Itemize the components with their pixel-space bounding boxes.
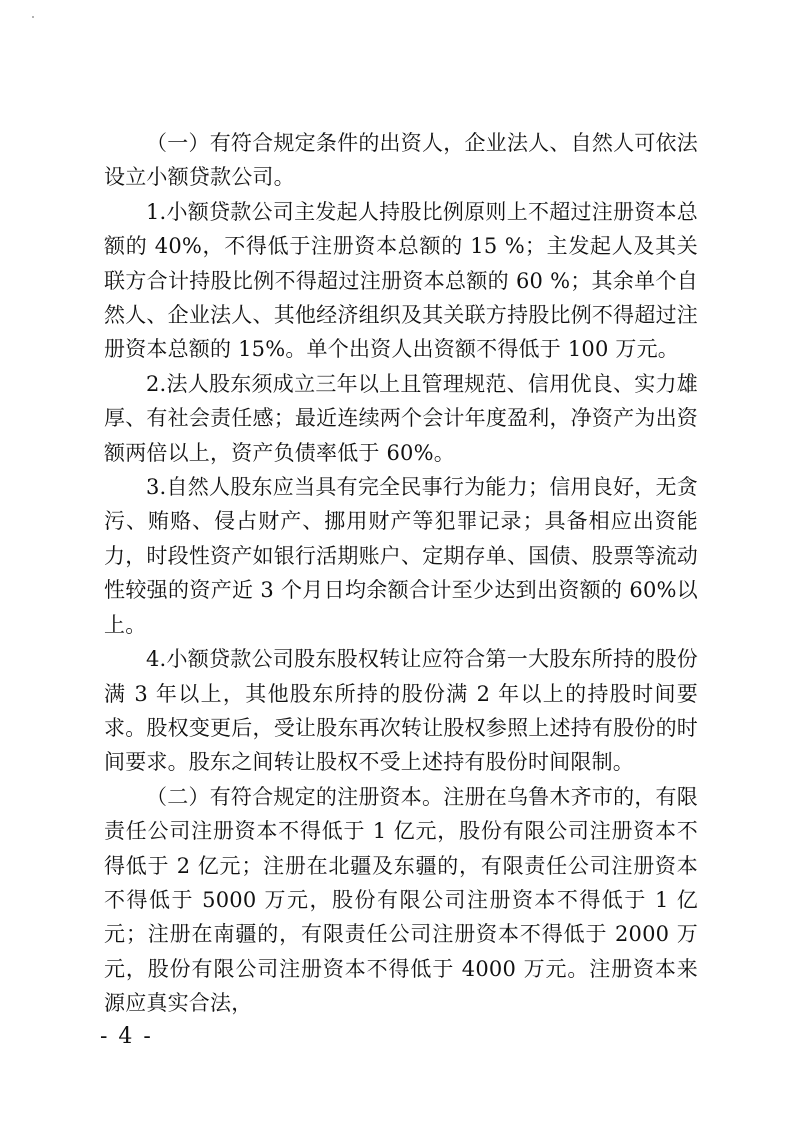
paragraph-corporate-shareholder: 2.法人股东须成立三年以上且管理规范、信用优良、实力雄厚、有社会责任感；最近连续两个会计年度盈利，净资产为出资额两倍以上，资产负债率低于 60%。 <box>104 371 698 465</box>
paragraph-natural-person-shareholder: 3.自然人股东应当具有完全民事行为能力；信用良好，无贪污、贿赂、侵占财产、挪用财产等犯罪记录；具备相应出资能力，时段性资产如银行活期账户、定期存单、国债、股票等流动性较强的资产近 3 个月日均余额合计至少达到出资额的 60%以上。 <box>104 475 698 637</box>
paragraph-shareholding-ratio: 1.小额贷款公司主发起人持股比例原则上不超过注册资本总额的 40%，不得低于注册资本总额的 15 %；主发起人及其关联方合计持股比例不得超过注册资本总额的 60 %；其余单个自然人、企业法人、其他经济组织及其关联方持股比例不得超过注册资本总额的 15%。单个出资人出资额不得低于 100 万元。 <box>104 199 698 362</box>
paragraph-registered-capital: （二）有符合规定的注册资本。注册在乌鲁木齐市的，有限责任公司注册资本不得低于 1 亿元，股份有限公司注册资本不得低于 2 亿元；注册在北疆及东疆的，有限责任公司注册资本不得低于 5000 万元，股份有限公司注册资本不得低于 1 亿元；注册在南疆的，有限责任公司注册资本不得低于 2000 万元，股份有限公司注册资本不得低于 4000 万元。注册资本来源应真实合法， <box>104 784 698 1016</box>
paragraph-shareholder-requirement: （一）有符合规定条件的出资人，企业法人、自然人可依法设立小额贷款公司。 <box>104 131 698 190</box>
page-number: - 4 - <box>100 1024 153 1049</box>
body-text <box>104 126 698 1021</box>
paragraph-equity-transfer: 4.小额贷款公司股东股权转让应符合第一大股东所持的股份满 3 年以上，其他股东所持的股份满 2 年以上的持股时间要求。股权变更后，受让股东再次转让股权参照上述持有股份的时间要求。股东之间转让股权不受上述持有股份时间限制。 <box>104 647 698 775</box>
scan-speck <box>32 16 34 18</box>
